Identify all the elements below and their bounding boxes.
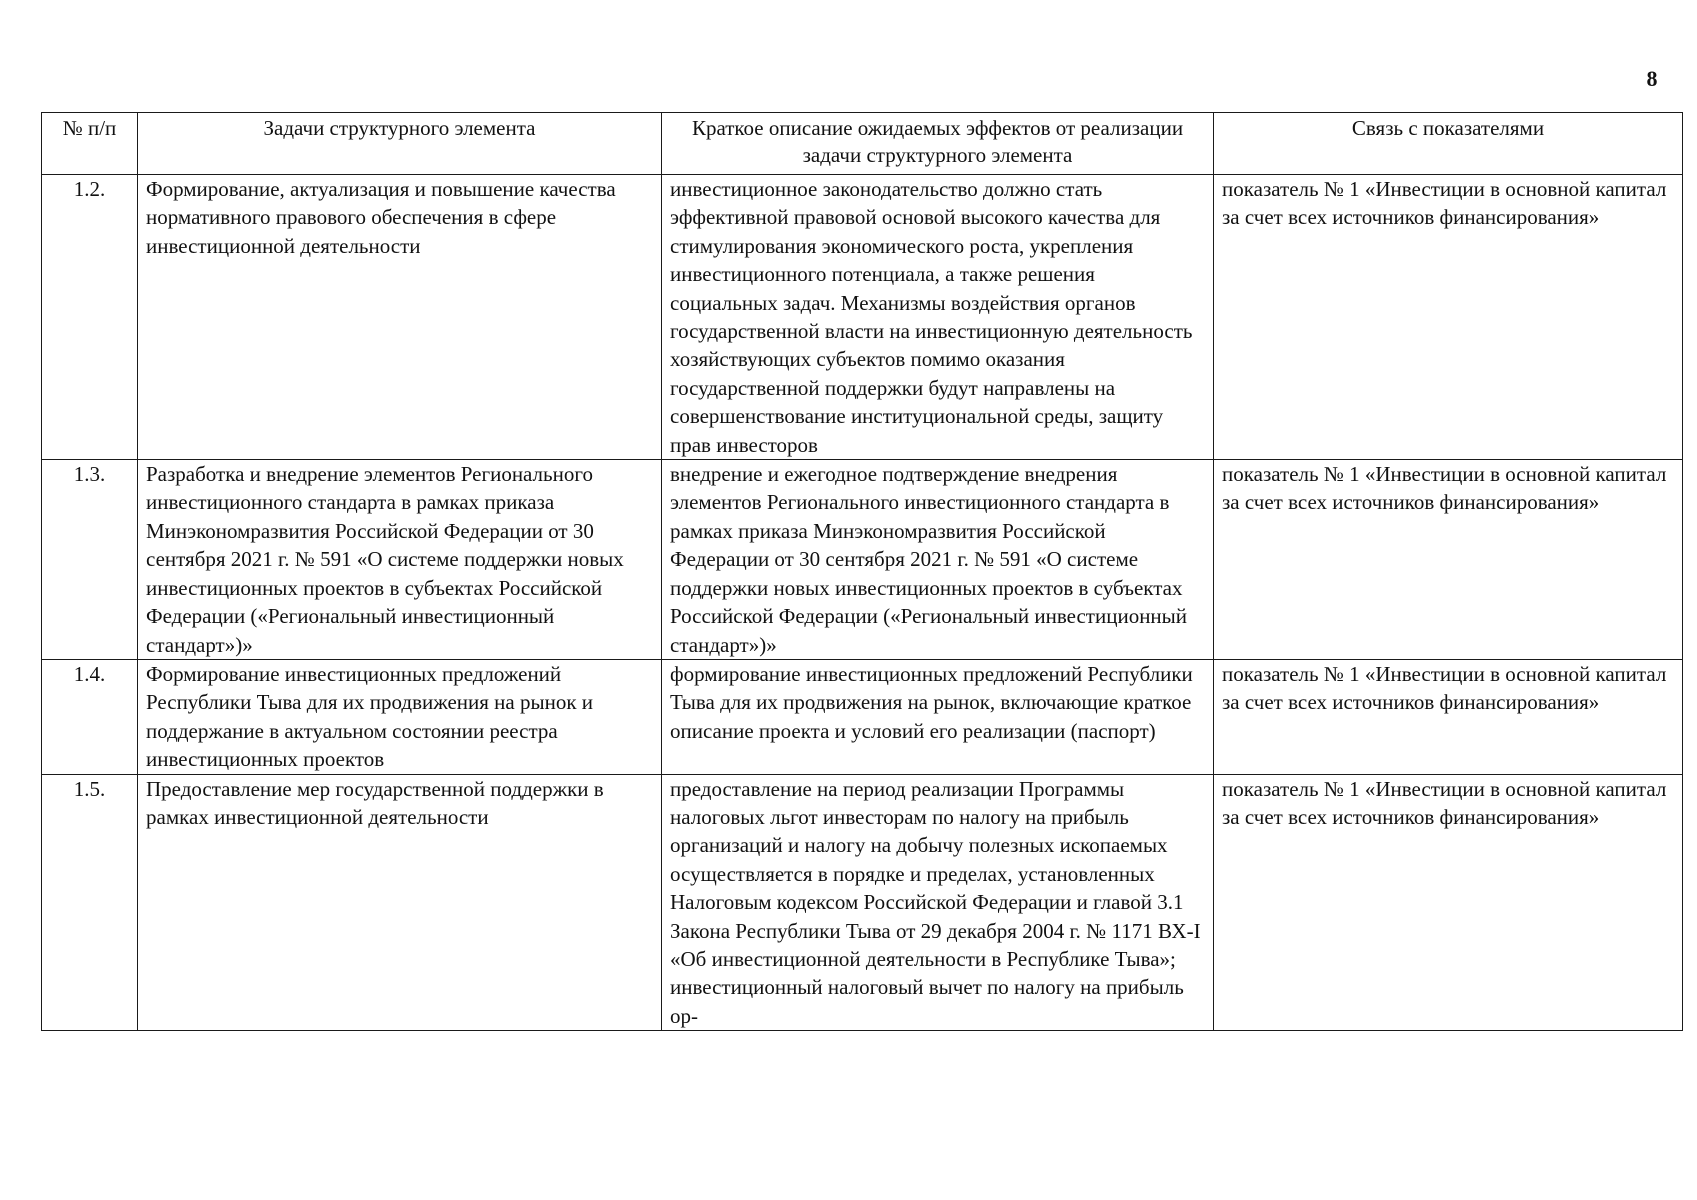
page-number: 8 bbox=[1646, 66, 1658, 91]
row-task: Формирование, актуализация и повышение качества нормативного правового обеспечения в сфере инвестиционной деятельности bbox=[138, 175, 662, 460]
row-task: Разработка и внедрение элементов Регионального инвестиционного стандарта в рамках приказа Минэкономразвития Российской Федерации от 30 сентября 2021 г. № 591 «О системе поддержки новых инвестиционных проектов в субъектах Российской Федерации («Региональный инвестиционный стандарт»)» bbox=[138, 460, 662, 660]
row-effects: формирование инвестиционных предложений Республики Тыва для их продвижения на рынок, включающие краткое описание проекта и условий его реализации (паспорт) bbox=[662, 659, 1214, 774]
header-link: Связь с показателями bbox=[1214, 113, 1683, 175]
row-indicator-link: показатель № 1 «Инвестиции в основной капитал за счет всех источников финансирования» bbox=[1214, 659, 1683, 774]
header-number: № п/п bbox=[42, 113, 138, 175]
row-task: Предоставление мер государственной поддержки в рамках инвестиционной деятельности bbox=[138, 774, 662, 1031]
table-row bbox=[42, 460, 1683, 660]
row-number: 1.2. bbox=[42, 175, 138, 460]
table-row bbox=[42, 659, 1683, 774]
row-indicator-link: показатель № 1 «Инвестиции в основной капитал за счет всех источников финансирования» bbox=[1214, 460, 1683, 660]
table-header-row bbox=[42, 113, 1683, 175]
row-indicator-link: показатель № 1 «Инвестиции в основной капитал за счет всех источников финансирования» bbox=[1214, 774, 1683, 1031]
table-row bbox=[42, 774, 1683, 1031]
structural-element-table bbox=[41, 112, 1683, 1031]
header-task: Задачи структурного элемента bbox=[138, 113, 662, 175]
table-row bbox=[42, 175, 1683, 460]
row-task: Формирование инвестиционных предложений Республики Тыва для их продвижения на рынок и поддержание в актуальном состоянии реестра инвестиционных проектов bbox=[138, 659, 662, 774]
row-indicator-link: показатель № 1 «Инвестиции в основной капитал за счет всех источников финансирования» bbox=[1214, 175, 1683, 460]
row-effects: внедрение и ежегодное подтверждение внедрения элементов Регионального инвестиционного стандарта в рамках приказа Минэкономразвития Российской Федерации от 30 сентября 2021 г. № 591 «О системе поддержки новых инвестиционных проектов в субъектах Российской Федерации («Региональный инвестиционный стандарт»)» bbox=[662, 460, 1214, 660]
row-effects: предоставление на период реализации Программы налоговых льгот инвесторам по налогу на прибыль организаций и налогу на добычу полезных ископаемых осуществляется в порядке и пределах, установленных Налоговым кодексом Российской Федерации и главой 3.1 Закона Республики Тыва от 29 декабря 2004 г. № 1171 ВХ-I «Об инвестиционной деятельности в Республике Тыва»; инвестиционный налоговый вычет по налогу на прибыль ор- bbox=[662, 774, 1214, 1031]
row-number: 1.3. bbox=[42, 460, 138, 660]
row-effects: инвестиционное законодательство должно стать эффективной правовой основой высокого качества для стимулирования экономического роста, укрепления инвестиционного потенциала, а также решения социальных задач. Механизмы воздействия органов государственной власти на инвестиционную деятельность хозяйствующих субъектов помимо оказания государственной поддержки будут направлены на совершенствование институциональной среды, защиту прав инвесторов bbox=[662, 175, 1214, 460]
header-effects: Краткое описание ожидаемых эффектов от реализации задачи структурного элемента bbox=[662, 113, 1214, 175]
row-number: 1.4. bbox=[42, 659, 138, 774]
row-number: 1.5. bbox=[42, 774, 138, 1031]
